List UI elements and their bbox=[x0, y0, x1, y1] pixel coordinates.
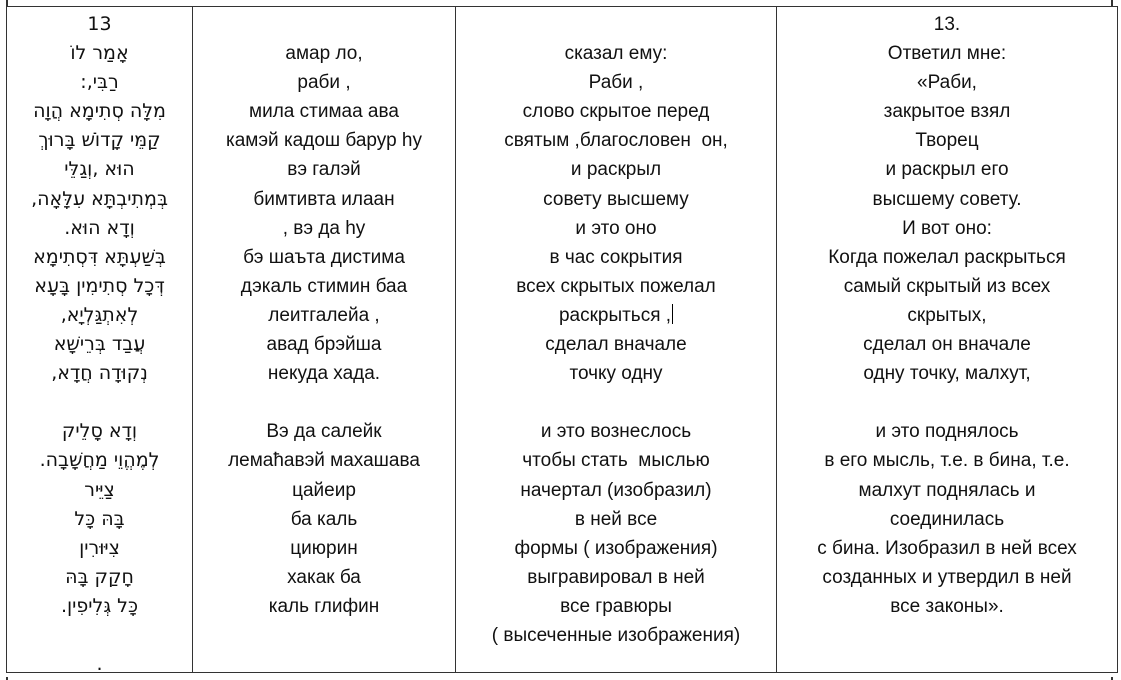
text-line: בָּהּ כָּל bbox=[74, 507, 125, 530]
transliteration-lines bbox=[193, 7, 455, 672]
text-line: одну точку, малхут, bbox=[863, 363, 1031, 385]
text-line: וְדָא סָלֵיק bbox=[61, 420, 138, 443]
text-line: בְּשַׁעְתָּא דִּסְתִימָא bbox=[33, 245, 166, 268]
translation-table bbox=[6, 6, 1118, 676]
table-row bbox=[7, 7, 1118, 673]
text-line: כָּל גְּלִיפִין. bbox=[60, 594, 139, 617]
literal-translation-cell[interactable] bbox=[456, 7, 777, 673]
text-line: Вэ да салейк bbox=[266, 421, 382, 443]
text-line: и это оно bbox=[575, 217, 657, 239]
free-translation-lines bbox=[777, 7, 1117, 672]
text-line: Творец bbox=[915, 130, 979, 152]
text-line: каль глифин bbox=[268, 595, 380, 617]
text-line: נְקוּדָה חֲדָא, bbox=[51, 362, 148, 385]
text-line bbox=[777, 388, 1117, 417]
text-line: совету высшему bbox=[543, 188, 689, 210]
text-line: сделал он вначале bbox=[863, 334, 1031, 356]
text-line: бэ шаъта дистима bbox=[243, 246, 405, 268]
text-line: הוּא ,וְגַלֵּי bbox=[64, 158, 135, 181]
text-line: леитгалейа , bbox=[268, 304, 380, 326]
text-line bbox=[193, 10, 455, 39]
text-line: амар ло, bbox=[285, 43, 363, 65]
text-line: мила стимаа ава bbox=[249, 101, 399, 123]
text-line: в час сокрытия bbox=[549, 246, 683, 268]
text-line: צִיּוּרִין bbox=[79, 536, 120, 559]
text-line: соединилась bbox=[889, 508, 1005, 530]
text-line: некуда хада. bbox=[267, 363, 381, 385]
text-line: малхут поднялась и bbox=[858, 479, 1036, 501]
text-line: вэ галэй bbox=[287, 159, 361, 181]
text-line bbox=[7, 388, 192, 417]
text-line: высшему совету. bbox=[872, 188, 1022, 210]
text-line: всех скрытых пожелал bbox=[516, 275, 716, 297]
text-line: раби , bbox=[297, 72, 351, 94]
transliteration-cell[interactable] bbox=[193, 7, 456, 673]
text-line: и это поднялось bbox=[875, 421, 1019, 443]
text-line: дэкаль стимин баа bbox=[240, 275, 408, 297]
text-line: скрытых, bbox=[907, 304, 987, 326]
text-line: 13. bbox=[933, 14, 961, 35]
text-line: все гравюры bbox=[560, 595, 672, 617]
text-line: формы ( изображения) bbox=[514, 537, 718, 559]
text-line bbox=[456, 388, 776, 417]
text-line: бимтивта илаан bbox=[253, 188, 395, 210]
text-line: цайеир bbox=[292, 479, 356, 501]
text-line: с бина. Изобразил в ней всех bbox=[817, 537, 1077, 559]
text-line: דְּכָל סְתִימִין בָּעָא bbox=[34, 274, 165, 297]
text-line: מִלָּה סְתִימָא הֲוָה bbox=[33, 100, 166, 123]
hebrew-lines bbox=[7, 7, 192, 676]
text-line: ба каль bbox=[290, 508, 358, 530]
text-line: и раскрыл bbox=[570, 159, 662, 181]
text-line: ( высеченные изображения) bbox=[491, 624, 741, 646]
text-line: קַמֵּי קָדוֹשׁ בָּרוּךְ bbox=[38, 129, 161, 152]
text-line: לְאִתְגַּלְיָא, bbox=[60, 303, 139, 326]
text-line: все законы». bbox=[890, 595, 1004, 617]
text-line: созданных и утвердил в ней bbox=[822, 566, 1072, 588]
text-line: сказал ему: bbox=[564, 43, 668, 65]
text-line: אָמַר לוֹ bbox=[70, 42, 129, 65]
text-line: хакак ба bbox=[287, 566, 361, 588]
text-line: циюрин bbox=[290, 537, 358, 559]
text-line bbox=[193, 388, 455, 417]
text-line: святым ,благословен он, bbox=[504, 130, 728, 152]
text-line: в ней все bbox=[574, 508, 658, 530]
text-line: . bbox=[96, 653, 103, 676]
literal-translation-lines bbox=[456, 7, 776, 672]
text-line: слово скрытое перед bbox=[522, 101, 710, 123]
text-line: начертал (изобразил) bbox=[520, 479, 712, 501]
text-line: בְּמְתִיבְתָּא עִלָּאָה, bbox=[31, 187, 168, 210]
text-line: в его мысль, т.е. в бина, т.е. bbox=[824, 450, 1070, 472]
text-line: Ответил мне: bbox=[887, 43, 1007, 65]
text-line: лемаћавэй махашава bbox=[228, 450, 420, 472]
text-line: точку одну bbox=[569, 363, 663, 385]
text-line: сделал вначале bbox=[545, 334, 687, 356]
text-line: и это вознеслось bbox=[540, 421, 692, 443]
text-line: צַיֵּיר bbox=[84, 478, 115, 501]
text-line: авад брэйша bbox=[266, 334, 382, 356]
text-line: Раби , bbox=[588, 72, 644, 94]
text-line: самый скрытый из всех bbox=[843, 275, 1051, 297]
text-line: и раскрыл его bbox=[885, 159, 1009, 181]
text-line: וְדָא הוּא. bbox=[64, 216, 135, 239]
text-line: עֲבַד בְּרֵישָׁא bbox=[53, 333, 146, 356]
text-line: לְמֶהֱוֵי מַחֲשָׁבָה. bbox=[39, 449, 160, 472]
text-line: «Раби, bbox=[917, 72, 977, 94]
text-line: חָקַק בָּהּ bbox=[65, 565, 134, 588]
text-line bbox=[456, 10, 776, 39]
text-line: 13 bbox=[87, 13, 112, 35]
text-cursor bbox=[672, 304, 673, 324]
text-line: Когда пожелал раскрыться bbox=[828, 246, 1066, 268]
text-line: закрытое взял bbox=[883, 101, 1011, 123]
text-line: чтобы стать мыслью bbox=[522, 450, 710, 472]
text-line: камэй кадош барур hу bbox=[226, 130, 422, 152]
text-line: И вот оно: bbox=[902, 217, 992, 239]
hebrew-original-cell[interactable] bbox=[7, 7, 193, 676]
text-line: , вэ да hу bbox=[282, 217, 366, 239]
free-translation-cell[interactable] bbox=[777, 7, 1118, 673]
text-line: רַבִּי,: bbox=[80, 71, 119, 94]
text-line: выгравировал в ней bbox=[527, 566, 705, 588]
text-line: раскрыться , bbox=[558, 304, 672, 326]
text-line bbox=[7, 621, 192, 650]
